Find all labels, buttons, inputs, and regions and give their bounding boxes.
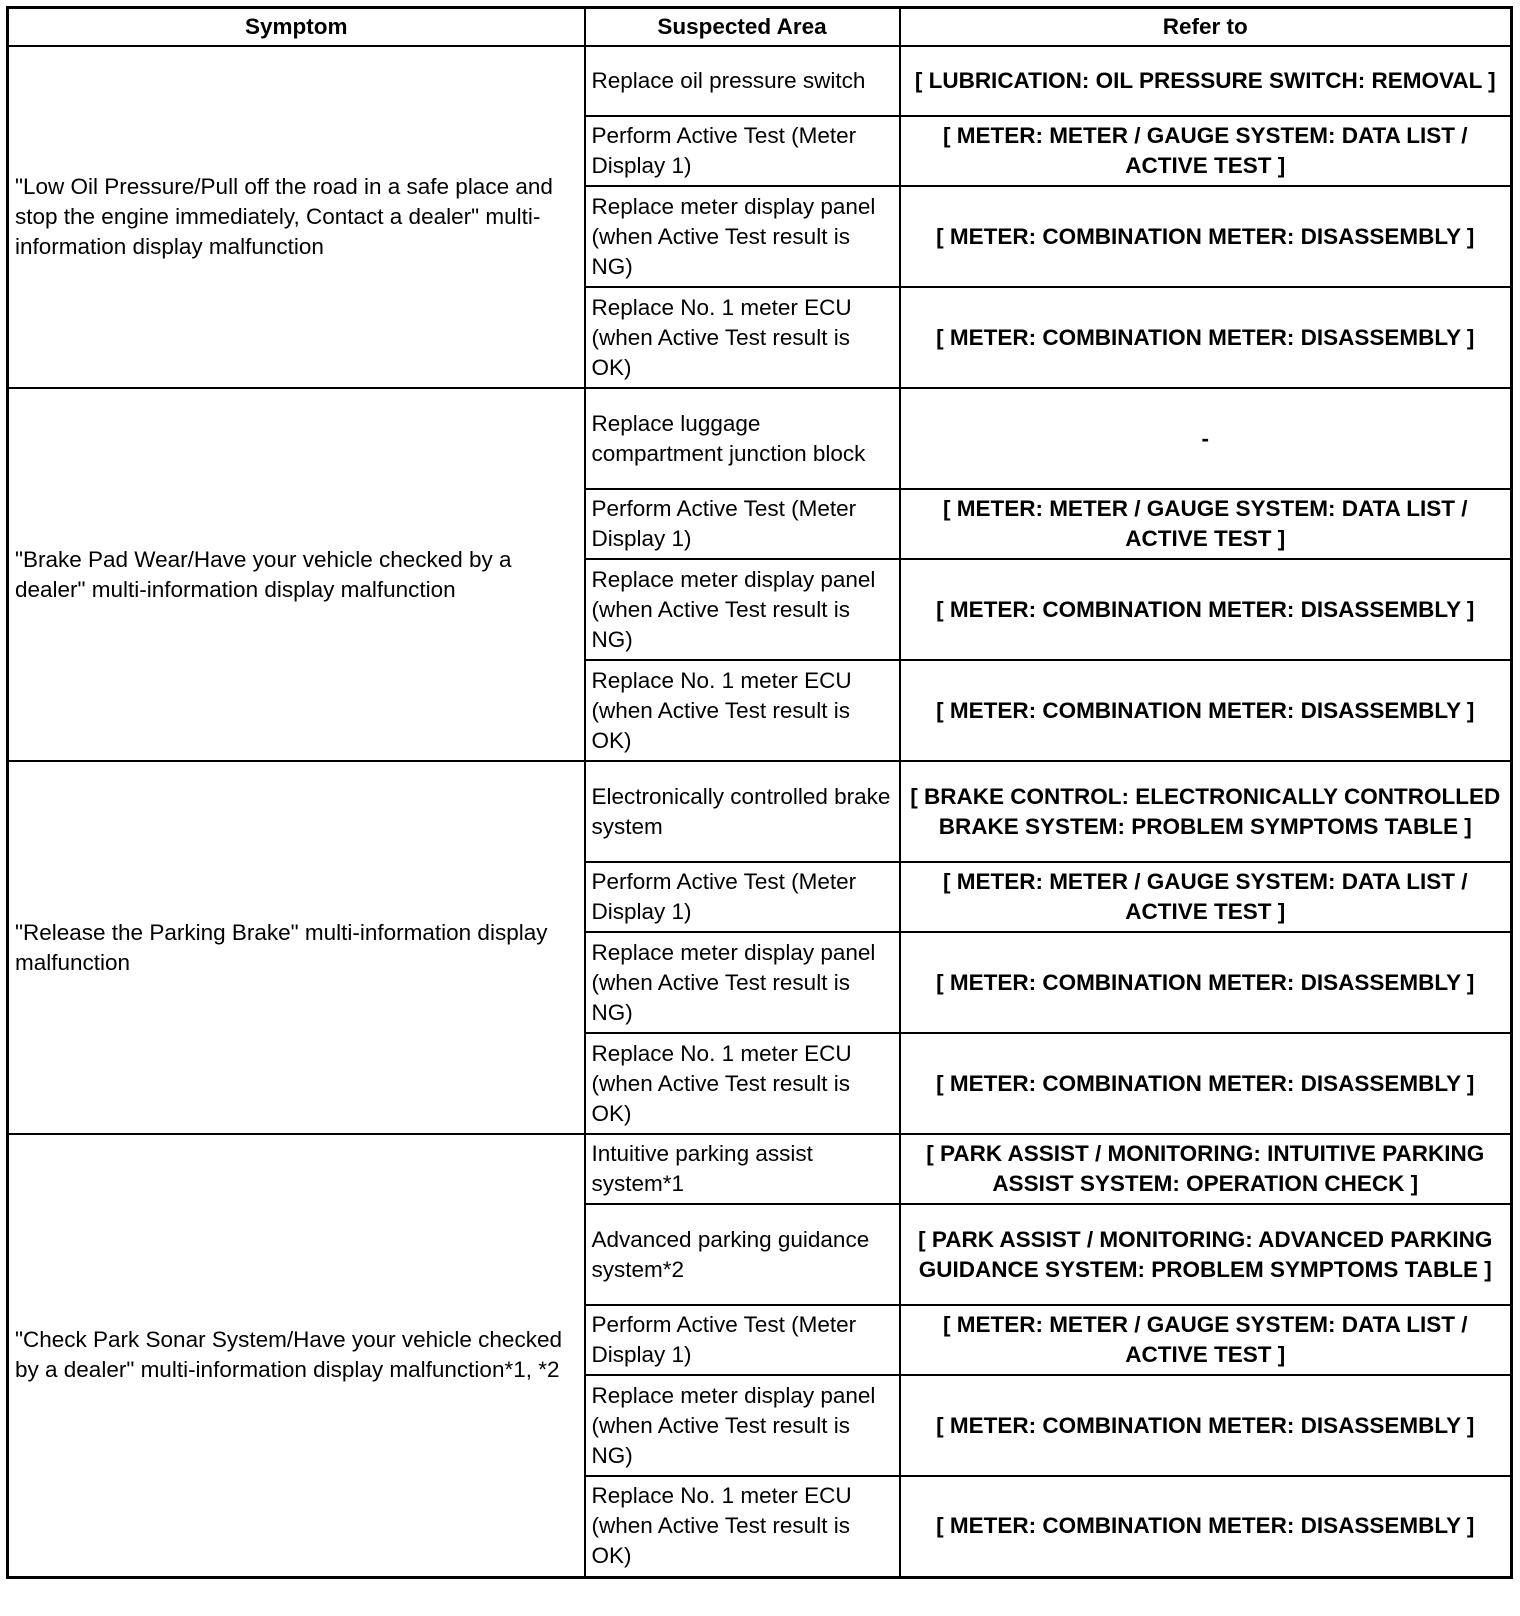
refer-to-cell: [ PARK ASSIST / MONITORING: INTUITIVE PARKING ASSIST SYSTEM: OPERATION CHECK ]	[900, 1134, 1512, 1204]
symptom-cell: "Check Park Sonar System/Have your vehicle checked by a dealer" multi-information display malfunction*1, *2	[8, 1134, 585, 1577]
suspected-area-cell: Replace oil pressure switch	[585, 46, 900, 116]
suspected-area-cell: Replace No. 1 meter ECU (when Active Test result is OK)	[585, 1476, 900, 1577]
refer-to-cell: [ METER: COMBINATION METER: DISASSEMBLY ]	[900, 1375, 1512, 1476]
suspected-area-cell: Perform Active Test (Meter Display 1)	[585, 116, 900, 186]
refer-to-cell: [ METER: COMBINATION METER: DISASSEMBLY ]	[900, 186, 1512, 287]
suspected-area-cell: Replace meter display panel (when Active Test result is NG)	[585, 186, 900, 287]
refer-to-cell: [ METER: COMBINATION METER: DISASSEMBLY ]	[900, 932, 1512, 1033]
header-symptom: Symptom	[8, 8, 585, 47]
suspected-area-cell: Perform Active Test (Meter Display 1)	[585, 1305, 900, 1375]
symptom-cell: "Release the Parking Brake" multi-information display malfunction	[8, 761, 585, 1134]
refer-to-cell: [ METER: METER / GAUGE SYSTEM: DATA LIST / ACTIVE TEST ]	[900, 489, 1512, 559]
refer-to-cell: -	[900, 388, 1512, 489]
suspected-area-cell: Advanced parking guidance system*2	[585, 1204, 900, 1305]
refer-to-cell: [ BRAKE CONTROL: ELECTRONICALLY CONTROLLED BRAKE SYSTEM: PROBLEM SYMPTOMS TABLE ]	[900, 761, 1512, 862]
symptom-cell: "Brake Pad Wear/Have your vehicle checked by a dealer" multi-information display malfunction	[8, 388, 585, 761]
suspected-area-cell: Electronically controlled brake system	[585, 761, 900, 862]
table-header-row	[8, 8, 1512, 47]
suspected-area-cell: Replace meter display panel (when Active Test result is NG)	[585, 932, 900, 1033]
refer-to-cell: [ METER: COMBINATION METER: DISASSEMBLY ]	[900, 1476, 1512, 1577]
refer-to-cell: [ METER: METER / GAUGE SYSTEM: DATA LIST / ACTIVE TEST ]	[900, 862, 1512, 932]
suspected-area-cell: Replace meter display panel (when Active Test result is NG)	[585, 559, 900, 660]
table-row	[8, 388, 1512, 489]
refer-to-cell: [ METER: COMBINATION METER: DISASSEMBLY ]	[900, 559, 1512, 660]
suspected-area-cell: Perform Active Test (Meter Display 1)	[585, 489, 900, 559]
refer-to-cell: [ LUBRICATION: OIL PRESSURE SWITCH: REMOVAL ]	[900, 46, 1512, 116]
suspected-area-cell: Replace No. 1 meter ECU (when Active Test result is OK)	[585, 1033, 900, 1134]
refer-to-cell: [ METER: METER / GAUGE SYSTEM: DATA LIST / ACTIVE TEST ]	[900, 1305, 1512, 1375]
suspected-area-cell: Intuitive parking assist system*1	[585, 1134, 900, 1204]
symptom-cell: "Low Oil Pressure/Pull off the road in a safe place and stop the engine immediately, Contact a dealer" multi-information display malfunction	[8, 46, 585, 388]
refer-to-cell: [ METER: COMBINATION METER: DISASSEMBLY ]	[900, 660, 1512, 761]
table-row	[8, 46, 1512, 116]
table-row	[8, 761, 1512, 862]
suspected-area-cell: Replace luggage compartment junction block	[585, 388, 900, 489]
table-body	[8, 46, 1512, 1577]
suspected-area-cell: Replace meter display panel (when Active Test result is NG)	[585, 1375, 900, 1476]
header-suspected-area: Suspected Area	[585, 8, 900, 47]
refer-to-cell: [ METER: COMBINATION METER: DISASSEMBLY ]	[900, 1033, 1512, 1134]
suspected-area-cell: Replace No. 1 meter ECU (when Active Test result is OK)	[585, 660, 900, 761]
table-row	[8, 1134, 1512, 1204]
refer-to-cell: [ METER: COMBINATION METER: DISASSEMBLY ]	[900, 287, 1512, 388]
suspected-area-cell: Perform Active Test (Meter Display 1)	[585, 862, 900, 932]
header-refer-to: Refer to	[900, 8, 1512, 47]
suspected-area-cell: Replace No. 1 meter ECU (when Active Test result is OK)	[585, 287, 900, 388]
refer-to-cell: [ PARK ASSIST / MONITORING: ADVANCED PARKING GUIDANCE SYSTEM: PROBLEM SYMPTOMS TABLE ]	[900, 1204, 1512, 1305]
refer-to-cell: [ METER: METER / GAUGE SYSTEM: DATA LIST / ACTIVE TEST ]	[900, 116, 1512, 186]
problem-symptoms-table	[6, 6, 1513, 1579]
